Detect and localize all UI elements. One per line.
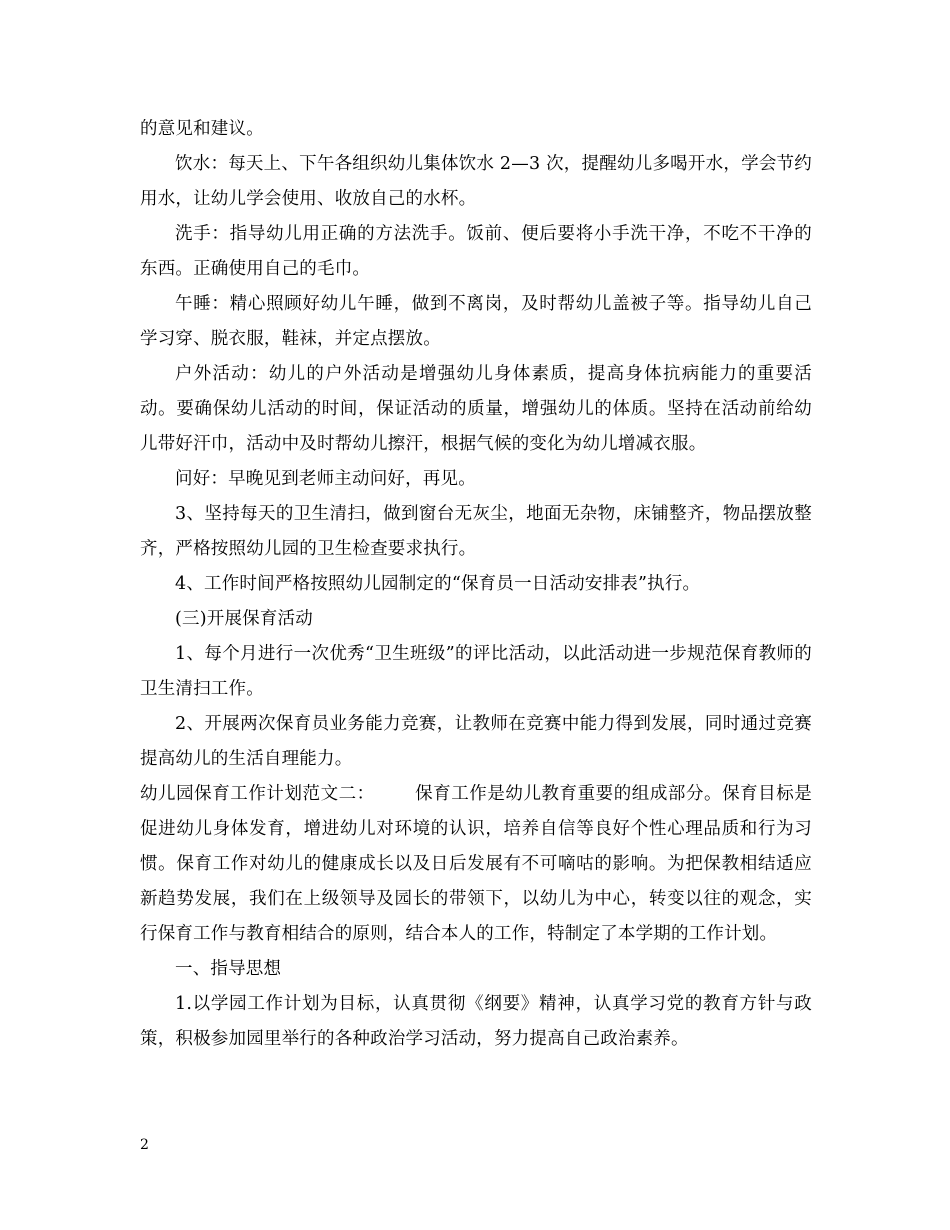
section-heading: (三)开展保育活动 bbox=[175, 609, 313, 629]
sample-paragraph bbox=[140, 777, 812, 952]
paragraph: 1、每个月进行一次优秀“卫生班级”的评比活动，以此活动进一步规范保育教师的卫生清扫工作。 bbox=[140, 644, 812, 699]
document-body bbox=[140, 112, 812, 1057]
paragraph: 的意见和建议。 bbox=[140, 119, 264, 139]
paragraph: 4、工作时间严格按照幼儿园制定的“保育员一日活动安排表”执行。 bbox=[175, 574, 701, 594]
paragraph: 1.以学园工作计划为目标，认真贯彻《纲要》精神，认真学习党的教育方针与政策，积极参加园里举行的各种政治学习活动，努力提高自己政治素养。 bbox=[140, 994, 812, 1049]
paragraph: 户外活动：幼儿的户外活动是增强幼儿身体素质，提高身体抗病能力的重要活动。要确保幼儿活动的时间，保证活动的质量，增强幼儿的体质。坚持在活动前给幼儿带好汗巾，活动中及时帮幼儿擦汗，根据气候的变化为幼儿增减衣服。 bbox=[140, 364, 812, 454]
sample-title: 幼儿园保育工作计划范文二： bbox=[140, 784, 375, 804]
paragraph: 2、开展两次保育员业务能力竞赛，让教师在竞赛中能力得到发展，同时通过竞赛提高幼儿的生活自理能力。 bbox=[140, 714, 812, 769]
page-number: 2 bbox=[140, 1137, 149, 1153]
section-heading: 一、指导思想 bbox=[175, 959, 282, 979]
paragraph: 问好：早晚见到老师主动问好，再见。 bbox=[175, 469, 476, 489]
sample-body: 保育工作是幼儿教育重要的组成部分。保育目标是促进幼儿身体发育，增进幼儿对环境的认识，培养自信等良好个性心理品质和行为习惯。保育工作对幼儿的健康成长以及日后发展有不可嘀咕的影响。为把保教相结适应新趋势发展，我们在上级领导及园长的带领下，以幼儿为中心，转变以往的观念，实行保育工作与教育相结合的原则，结合本人的工作，特制定了本学期的工作计划。 bbox=[140, 784, 812, 944]
paragraph: 洗手：指导幼儿用正确的方法洗手。饭前、便后要将小手洗干净，不吃不干净的东西。正确使用自己的毛巾。 bbox=[140, 224, 812, 279]
paragraph: 午睡：精心照顾好幼儿午睡，做到不离岗，及时帮幼儿盖被子等。指导幼儿自己学习穿、脱衣服，鞋袜，并定点摆放。 bbox=[140, 294, 812, 349]
paragraph: 3、坚持每天的卫生清扫，做到窗台无灰尘，地面无杂物，床铺整齐，物品摆放整齐，严格按照幼儿园的卫生检查要求执行。 bbox=[140, 504, 812, 559]
paragraph: 饮水：每天上、下午各组织幼儿集体饮水 2—3 次，提醒幼儿多喝开水，学会节约用水，让幼儿学会使用、收放自己的水杯。 bbox=[140, 154, 812, 209]
